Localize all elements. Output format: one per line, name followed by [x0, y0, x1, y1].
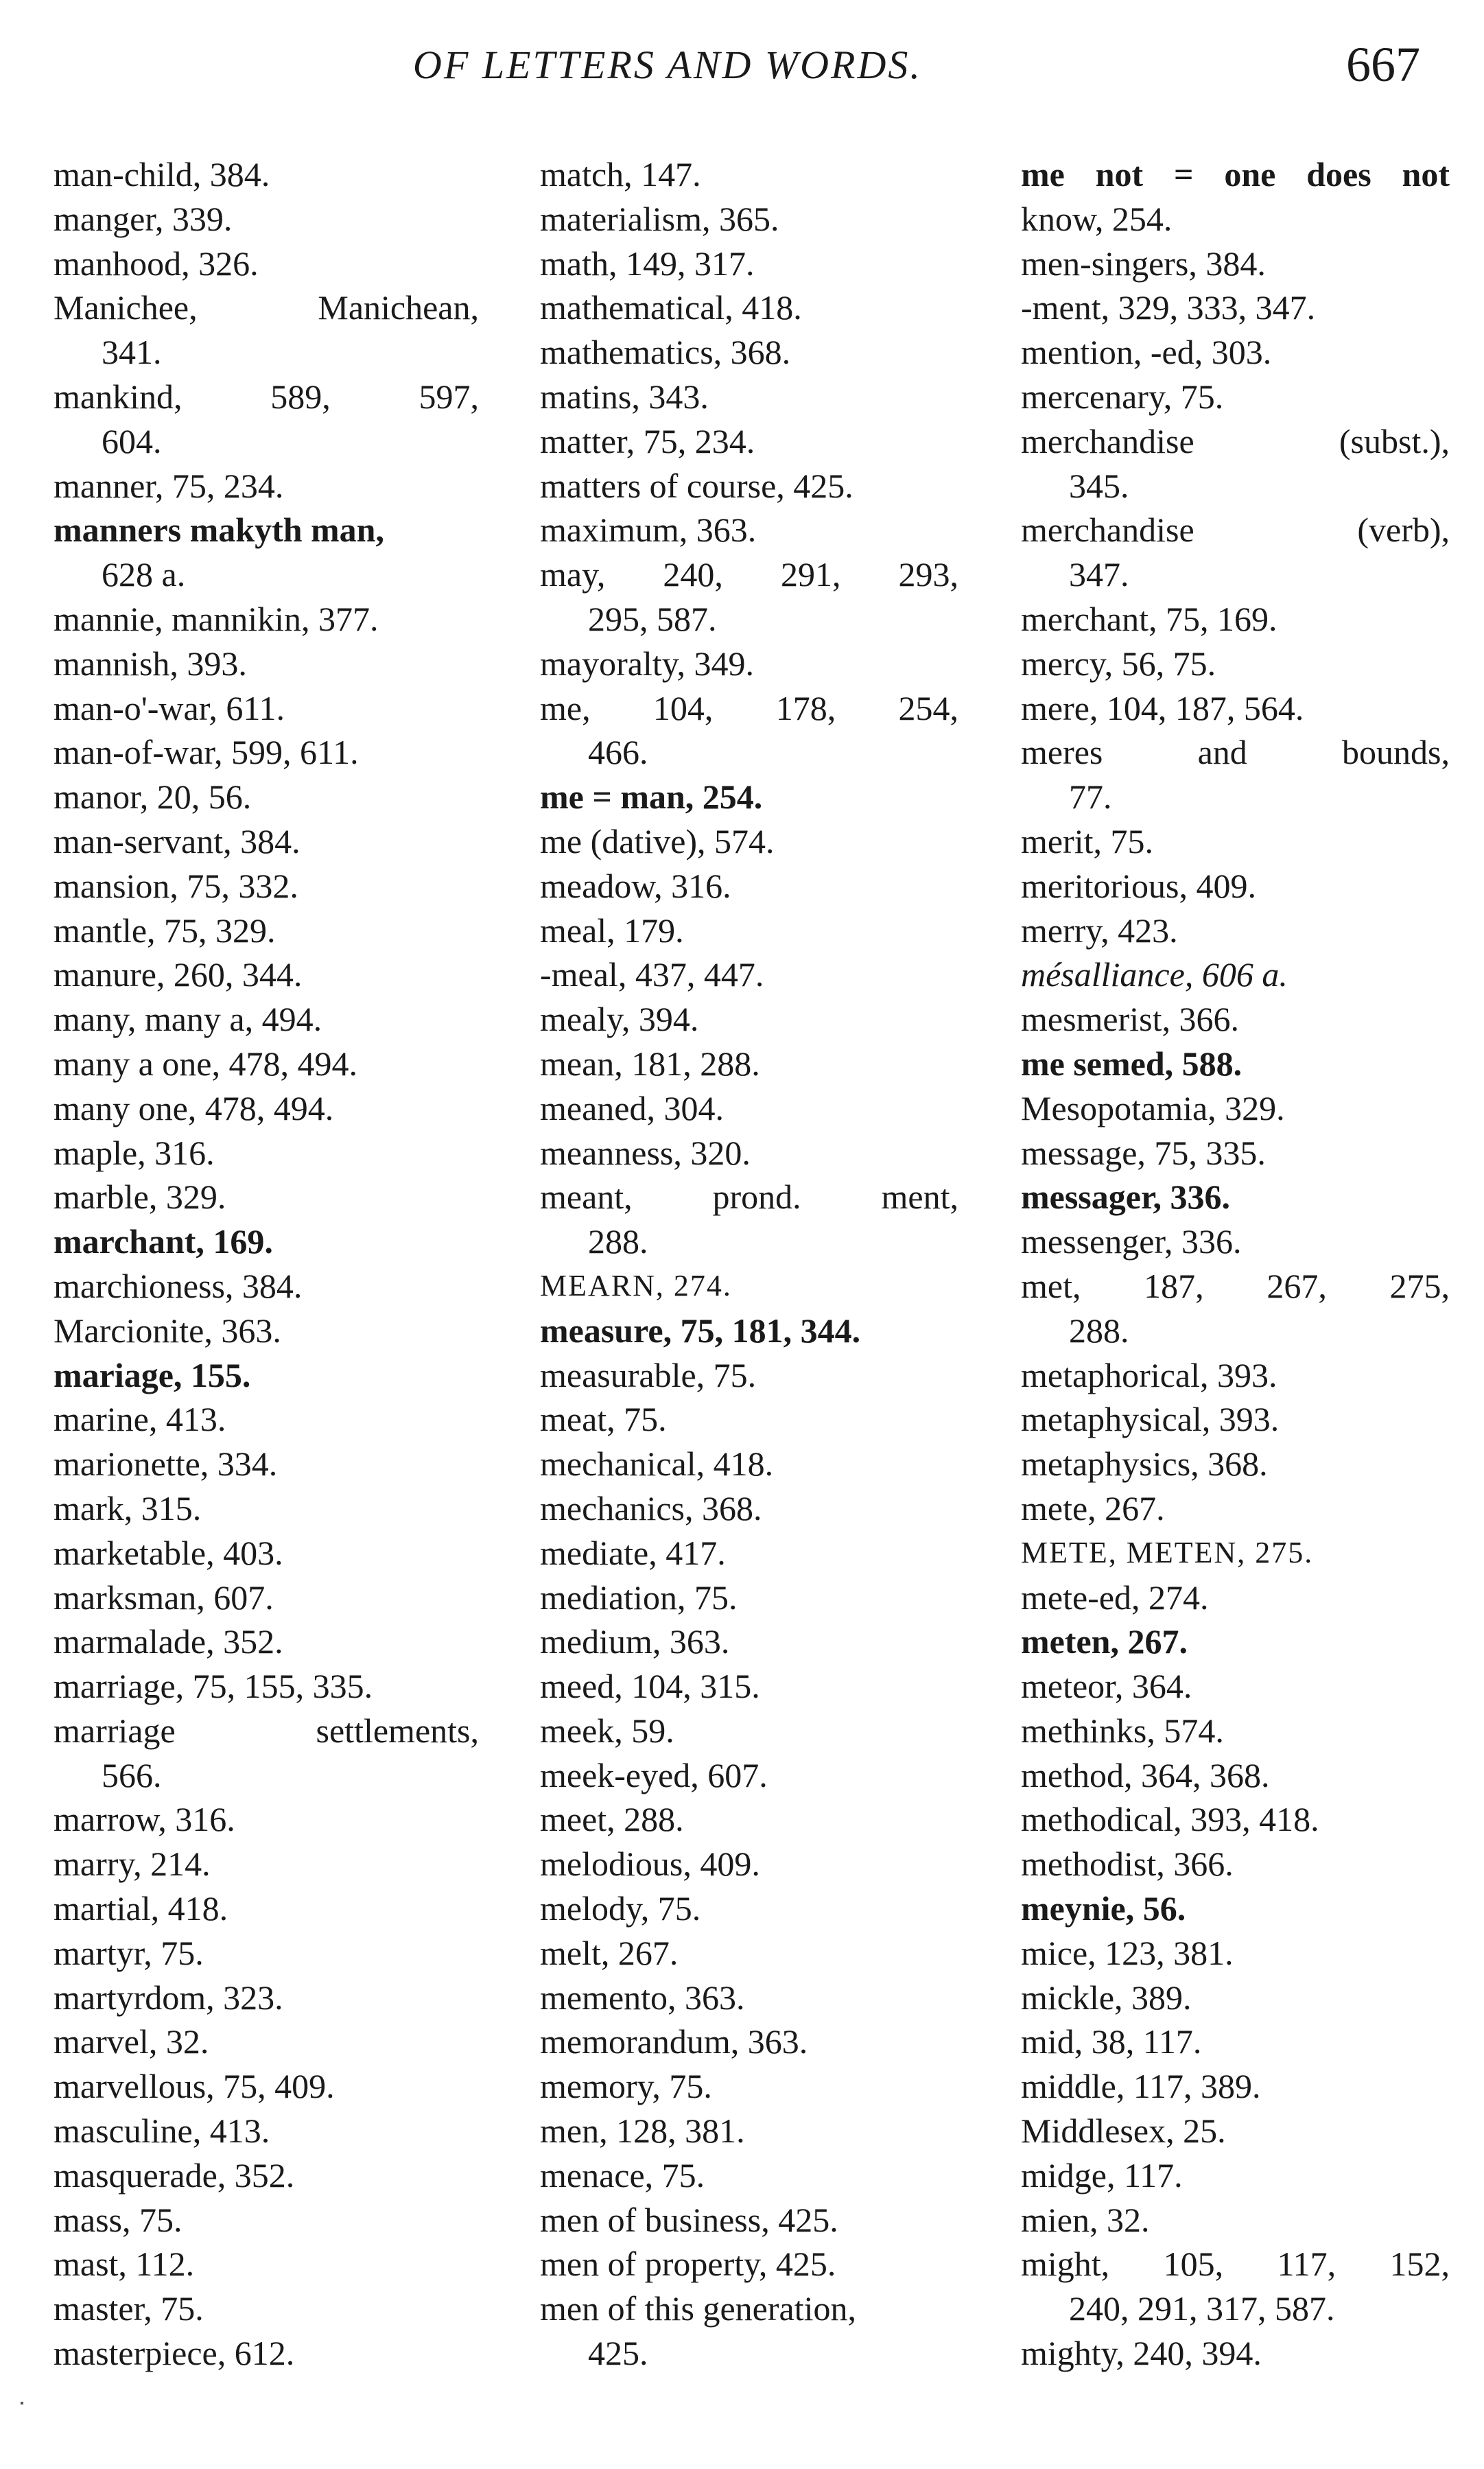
- index-entry: manhood, 326.: [54, 244, 259, 283]
- index-entry: men of this generation,: [540, 2289, 856, 2328]
- index-entry: middle, 117, 389.: [1021, 2067, 1261, 2106]
- index-entry: 628 a.: [102, 555, 186, 594]
- index-entry: marchant, 169.: [54, 1222, 273, 1261]
- index-entry: know, 254.: [1021, 199, 1173, 238]
- index-entry: 604.: [102, 421, 162, 460]
- index-entry: -meal, 437, 447.: [540, 955, 764, 994]
- index-entry: mickle, 389.: [1021, 1978, 1192, 2017]
- index-entry: meek-eyed, 607.: [540, 1755, 768, 1794]
- index-column-2: [540, 152, 958, 2376]
- index-entry: mete, 267.: [1021, 1488, 1165, 1528]
- index-entry: merchandise (subst.),: [1021, 421, 1450, 460]
- index-entry: mayoralty, 349.: [540, 644, 754, 683]
- index-entry: mean, 181, 288.: [540, 1044, 760, 1083]
- index-entry: many, many a, 494.: [54, 1000, 322, 1039]
- index-entry: masterpiece, 612.: [54, 2334, 295, 2373]
- index-column-1: [54, 152, 479, 2376]
- index-entry: matters of course, 425.: [540, 466, 853, 505]
- print-speck: [21, 2402, 23, 2404]
- index-entry: many a one, 478, 494.: [54, 1044, 357, 1083]
- index-entry: memorandum, 363.: [540, 2022, 808, 2061]
- index-entry: might, 105, 117, 152,: [1021, 2245, 1450, 2284]
- index-entry: Manichee, Manichean,: [54, 288, 479, 327]
- index-column-3: [1021, 152, 1450, 2376]
- index-entry: mediation, 75.: [540, 1578, 738, 1617]
- index-entry: 345.: [1069, 466, 1129, 505]
- index-entry: 77.: [1069, 777, 1112, 817]
- index-entry: masculine, 413.: [54, 2111, 270, 2151]
- index-entry: marketable, 403.: [54, 1533, 283, 1572]
- index-entry: manger, 339.: [54, 199, 233, 238]
- index-entry: 566.: [102, 1755, 162, 1794]
- index-entry: man-child, 384.: [54, 155, 270, 194]
- index-entry: martyr, 75.: [54, 1933, 204, 1972]
- index-entry: mechanics, 368.: [540, 1488, 762, 1528]
- index-entry: merchant, 75, 169.: [1021, 599, 1277, 638]
- index-entry: message, 75, 335.: [1021, 1133, 1266, 1172]
- index-entry: meteor, 364.: [1021, 1667, 1192, 1706]
- index-entry: man-o'-war, 611.: [54, 688, 285, 727]
- index-entry: men of business, 425.: [540, 2200, 838, 2239]
- index-entry: metaphysics, 368.: [1021, 1444, 1268, 1484]
- index-entry: meanness, 320.: [540, 1133, 751, 1172]
- index-entry: manor, 20, 56.: [54, 777, 252, 817]
- index-entry: metaphysical, 393.: [1021, 1400, 1280, 1439]
- index-entry: 295, 587.: [588, 599, 717, 638]
- index-entry: medium, 363.: [540, 1622, 730, 1661]
- index-entry: meek, 59.: [540, 1711, 674, 1750]
- index-entry: meadow, 316.: [540, 866, 731, 905]
- index-entry: met, 187, 267, 275,: [1021, 1266, 1450, 1305]
- index-entry: messager, 336.: [1021, 1178, 1231, 1217]
- index-entry: me not = one does not: [1021, 155, 1450, 194]
- index-entry: mechanical, 418.: [540, 1444, 774, 1484]
- index-entry: mice, 123, 381.: [1021, 1933, 1234, 1972]
- index-entry: mathematical, 418.: [540, 288, 802, 327]
- index-entry: men-singers, 384.: [1021, 244, 1266, 283]
- index-entry: matter, 75, 234.: [540, 421, 755, 460]
- index-entry: maple, 316.: [54, 1133, 215, 1172]
- index-entry: mention, -ed, 303.: [1021, 333, 1272, 372]
- index-entry: mass, 75.: [54, 2200, 182, 2239]
- index-entry: martial, 418.: [54, 1889, 228, 1928]
- index-entry: methinks, 574.: [1021, 1711, 1224, 1750]
- index-entry: mésalliance, 606 a.: [1021, 955, 1288, 994]
- index-entry: METE, METEN, 275.: [1021, 1535, 1314, 1569]
- index-entry: mid, 38, 117.: [1021, 2022, 1202, 2061]
- index-entry: menace, 75.: [540, 2155, 705, 2195]
- index-entry: mien, 32.: [1021, 2200, 1150, 2239]
- index-entry: man-servant, 384.: [54, 821, 301, 861]
- index-entry: Mesopotamia, 329.: [1021, 1088, 1285, 1127]
- index-entry: 288.: [588, 1222, 648, 1261]
- index-entry: maximum, 363.: [540, 511, 757, 550]
- index-entry: marchioness, 384.: [54, 1266, 303, 1305]
- index-entry: mankind, 589, 597,: [54, 377, 479, 416]
- index-entry: me (dative), 574.: [540, 821, 775, 861]
- index-entry: merry, 423.: [1021, 911, 1178, 950]
- index-entry: mantle, 75, 329.: [54, 911, 276, 950]
- index-entry: mercy, 56, 75.: [1021, 644, 1216, 683]
- index-entry: master, 75.: [54, 2289, 204, 2328]
- index-entry: many one, 478, 494.: [54, 1088, 334, 1127]
- index-entry: mark, 315.: [54, 1488, 202, 1528]
- index-entry: messenger, 336.: [1021, 1222, 1242, 1261]
- index-entry: may, 240, 291, 293,: [540, 555, 958, 594]
- index-entry: mealy, 394.: [540, 1000, 699, 1039]
- index-entry: marmalade, 352.: [54, 1622, 283, 1661]
- index-entry: marry, 214.: [54, 1845, 211, 1884]
- index-entry: 466.: [588, 733, 648, 772]
- index-entry: mansion, 75, 332.: [54, 866, 298, 905]
- index-entry: 341.: [102, 333, 162, 372]
- index-entry: meres and bounds,: [1021, 733, 1450, 772]
- index-entry: matins, 343.: [540, 377, 709, 416]
- index-entry: -ment, 329, 333, 347.: [1021, 288, 1316, 327]
- index-entry: Marcionite, 363.: [54, 1311, 281, 1350]
- index-entry: melodious, 409.: [540, 1845, 760, 1884]
- index-entry: mannish, 393.: [54, 644, 247, 683]
- index-entry: memento, 363.: [540, 1978, 745, 2017]
- index-entry: marine, 413.: [54, 1400, 226, 1439]
- index-entry: method, 364, 368.: [1021, 1755, 1270, 1794]
- index-entry: mannie, mannikin, 377.: [54, 599, 379, 638]
- index-entry: measurable, 75.: [540, 1355, 757, 1394]
- index-entry: marvellous, 75, 409.: [54, 2067, 335, 2106]
- index-entry: melt, 267.: [540, 1933, 679, 1972]
- index-entry: meat, 75.: [540, 1400, 667, 1439]
- index-entry: mere, 104, 187, 564.: [1021, 688, 1304, 727]
- index-entry: marriage, 75, 155, 335.: [54, 1667, 373, 1706]
- index-entry: match, 147.: [540, 155, 701, 194]
- index-entry: meal, 179.: [540, 911, 684, 950]
- index-entry: MEARN, 274.: [540, 1268, 732, 1302]
- index-entry: mast, 112.: [54, 2245, 195, 2284]
- index-entry: 288.: [1069, 1311, 1129, 1350]
- index-entry: mercenary, 75.: [1021, 377, 1224, 416]
- index-entry: metaphorical, 393.: [1021, 1355, 1277, 1394]
- index-entry: manner, 75, 234.: [54, 466, 284, 505]
- index-entry: marionette, 334.: [54, 1444, 278, 1484]
- index-entry: materialism, 365.: [540, 199, 779, 238]
- index-entry: masquerade, 352.: [54, 2155, 295, 2195]
- index-entry: midge, 117.: [1021, 2155, 1183, 2195]
- index-entry: measure, 75, 181, 344.: [540, 1311, 861, 1350]
- index-entry: meritorious, 409.: [1021, 866, 1257, 905]
- index-entry: mesmerist, 366.: [1021, 1000, 1240, 1039]
- index-entry: martyrdom, 323.: [54, 1978, 283, 2017]
- index-entry: methodical, 393, 418.: [1021, 1800, 1319, 1839]
- index-entry: manure, 260, 344.: [54, 955, 303, 994]
- index-entry: mediate, 417.: [540, 1533, 726, 1572]
- index-entry: mathematics, 368.: [540, 333, 791, 372]
- index-entry: mighty, 240, 394.: [1021, 2334, 1262, 2373]
- index-entry: marvel, 32.: [54, 2022, 209, 2061]
- index-entry: marksman, 607.: [54, 1578, 274, 1617]
- index-entry: meant, prond. ment,: [540, 1178, 958, 1217]
- index-entry: men, 128, 381.: [540, 2111, 745, 2151]
- index-entry: man-of-war, 599, 611.: [54, 733, 359, 772]
- index-entry: me = man, 254.: [540, 777, 763, 817]
- index-entry: math, 149, 317.: [540, 244, 755, 283]
- index-entry: 347.: [1069, 555, 1129, 594]
- index-entry: me semed, 588.: [1021, 1044, 1242, 1083]
- index-entry: manners makyth man,: [54, 511, 384, 550]
- index-entry: marrow, 316.: [54, 1800, 235, 1839]
- index-entry: me, 104, 178, 254,: [540, 688, 958, 727]
- index-entry: marble, 329.: [54, 1178, 226, 1217]
- index-entry: mete-ed, 274.: [1021, 1578, 1209, 1617]
- index-entry: memory, 75.: [540, 2067, 712, 2106]
- index-entry: 425.: [588, 2334, 648, 2373]
- index-entry: mariage, 155.: [54, 1355, 251, 1394]
- index-entry: melody, 75.: [540, 1889, 701, 1928]
- index-entry: merchandise (verb),: [1021, 511, 1450, 550]
- index-entry: meaned, 304.: [540, 1088, 724, 1127]
- index-entry: methodist, 366.: [1021, 1845, 1234, 1884]
- running-head: OF LETTERS AND WORDS.: [413, 43, 922, 87]
- index-entry: men of property, 425.: [540, 2245, 836, 2284]
- index-entry: meet, 288.: [540, 1800, 684, 1839]
- index-entry: meynie, 56.: [1021, 1889, 1186, 1928]
- index-entry: merit, 75.: [1021, 821, 1154, 861]
- page-number: 667: [1346, 37, 1420, 92]
- index-entry: Middlesex, 25.: [1021, 2111, 1226, 2151]
- index-entry: meed, 104, 315.: [540, 1667, 760, 1706]
- index-entry: meten, 267.: [1021, 1622, 1188, 1661]
- page-header: [0, 38, 1484, 93]
- index-entry: marriage settlements,: [54, 1711, 479, 1750]
- index-entry: 240, 291, 317, 587.: [1069, 2289, 1335, 2328]
